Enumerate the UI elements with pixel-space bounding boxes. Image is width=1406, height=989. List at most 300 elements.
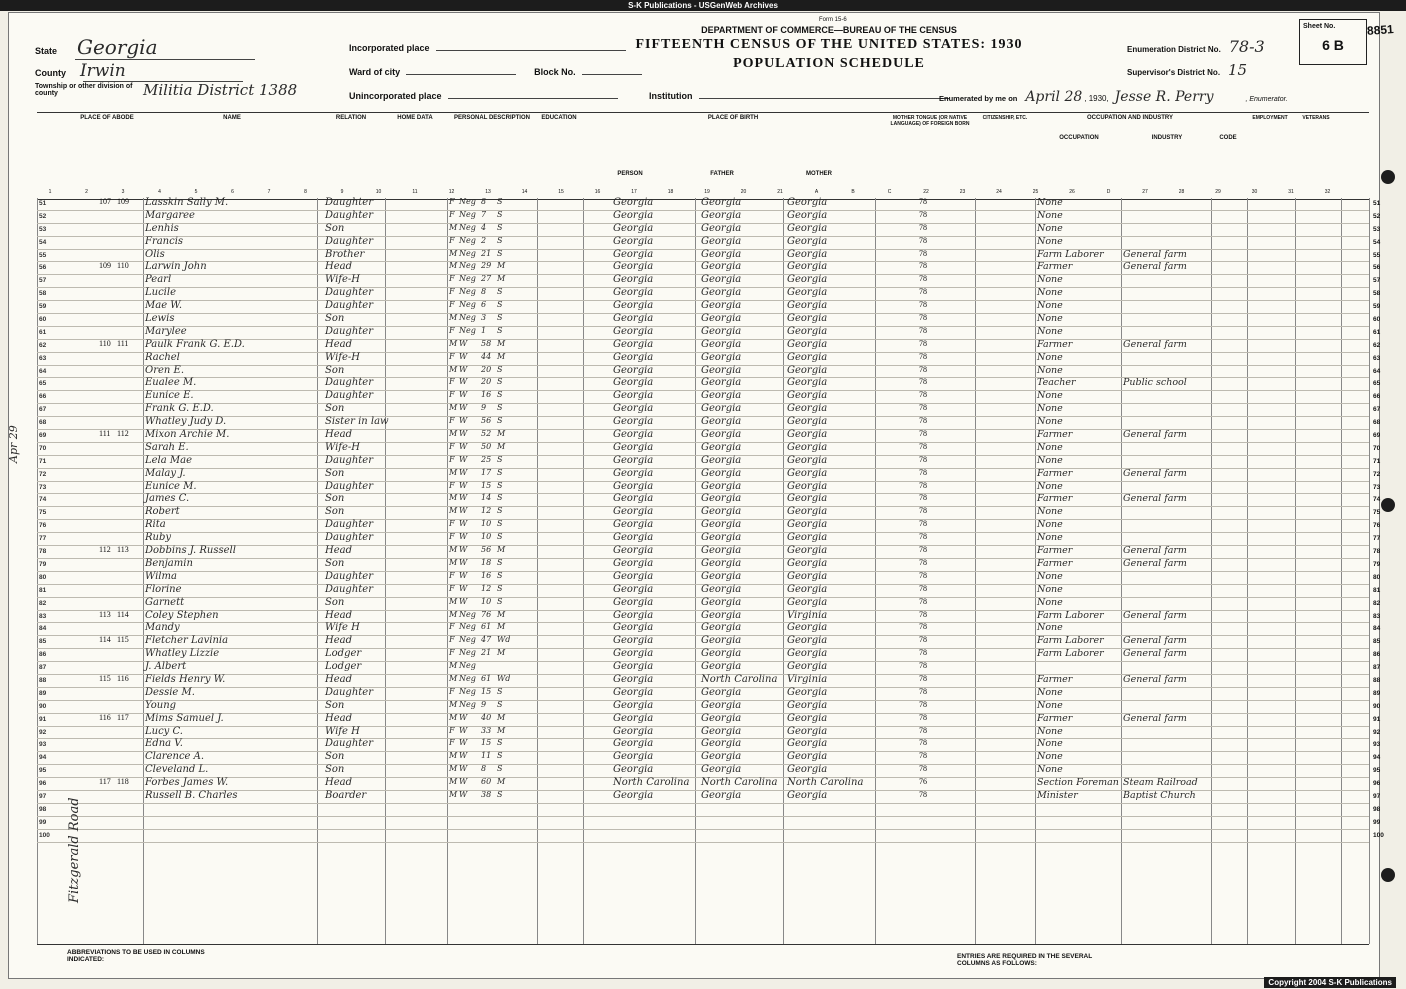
birthplace-father: Georgia [701, 209, 742, 221]
birthplace-mother: North Carolina [787, 777, 864, 789]
birthplace-person: Georgia [613, 789, 654, 801]
sex: M [449, 789, 458, 799]
race: W [459, 777, 468, 787]
birthplace-father: Georgia [701, 416, 742, 428]
race: W [459, 377, 468, 387]
birthplace-code: 78 [919, 648, 927, 658]
marital-status: M [497, 712, 506, 722]
line-number-right: 83 [1373, 612, 1381, 620]
column-number: B [851, 189, 855, 195]
column-number: 16 [594, 189, 601, 195]
person-name: Paulk Frank G. E.D. [145, 338, 245, 350]
occupation: Farm Laborer [1037, 635, 1104, 647]
line-number-right: 68 [1373, 419, 1381, 427]
person-name: Lenhis [145, 222, 179, 234]
birthplace-code: 78 [919, 287, 927, 297]
race: Neg [459, 661, 476, 671]
birthplace-code: 78 [919, 519, 927, 529]
occupation: None [1037, 480, 1063, 492]
race: Neg [459, 673, 476, 683]
marital-status: S [497, 764, 503, 774]
occupation: Farmer [1037, 712, 1073, 724]
relation: Daughter [325, 197, 373, 208]
column-number: 12 [448, 189, 455, 195]
relation: Daughter [325, 519, 373, 531]
race: W [459, 416, 468, 426]
relation: Head [325, 673, 353, 685]
industry: General farm [1123, 712, 1187, 724]
marital-status: M [497, 648, 506, 658]
line-number-right: 90 [1373, 702, 1381, 710]
line-number: 58 [39, 290, 47, 298]
birthplace-code: 78 [919, 686, 927, 696]
industry: General farm [1123, 338, 1187, 350]
occupation: None [1037, 570, 1063, 582]
race: W [459, 467, 468, 477]
birthplace-father: Georgia [701, 545, 742, 557]
birthplace-father: Georgia [701, 197, 742, 208]
person-name: Malay J. [145, 467, 186, 479]
occupation: Teacher [1037, 377, 1076, 389]
relation: Sister in law [325, 416, 389, 428]
birthplace-person: Georgia [613, 648, 654, 660]
birthplace-mother: Georgia [787, 364, 828, 376]
occupation: None [1037, 738, 1063, 750]
sex: M [449, 661, 458, 671]
group-name: NAME [223, 115, 241, 121]
birthplace-code: 78 [919, 622, 927, 632]
birthplace-code: 78 [919, 699, 927, 709]
race: Neg [459, 274, 476, 284]
dwelling-number: 116 [99, 712, 111, 722]
line-number: 56 [39, 264, 47, 272]
birthplace-code: 78 [919, 351, 927, 361]
occupation: Farmer [1037, 338, 1073, 350]
sub-father: FATHER [710, 171, 734, 177]
dwelling-number: 114 [99, 635, 111, 645]
relation: Daughter [325, 686, 373, 698]
line-number: 84 [39, 625, 47, 633]
line-number: 54 [39, 238, 47, 246]
sex: M [449, 699, 458, 709]
line-number-right: 87 [1373, 664, 1381, 672]
race: W [459, 390, 468, 400]
relation: Daughter [325, 300, 373, 312]
column-number: 18 [667, 189, 674, 195]
race: W [459, 557, 468, 567]
age: 29 [481, 261, 492, 271]
birthplace-person: Georgia [613, 416, 654, 428]
race: W [459, 506, 468, 516]
birthplace-person: Georgia [613, 235, 654, 247]
occupation: None [1037, 209, 1063, 221]
birthplace-father: Georgia [701, 661, 742, 673]
line-number-right: 88 [1373, 676, 1381, 684]
birthplace-mother: Georgia [787, 235, 828, 247]
birthplace-mother: Georgia [787, 351, 828, 363]
dwelling-number: 113 [99, 609, 111, 619]
line-number-right: 98 [1373, 805, 1381, 813]
birthplace-code: 78 [919, 209, 927, 219]
sub-mother: MOTHER [806, 171, 832, 177]
line-number-right: 64 [1373, 367, 1381, 375]
occupation: Farmer [1037, 467, 1073, 479]
birthplace-mother: Georgia [787, 325, 828, 337]
sex: F [449, 686, 455, 696]
birthplace-mother: Georgia [787, 209, 828, 221]
line-number: 61 [39, 328, 47, 336]
birthplace-mother: Georgia [787, 622, 828, 634]
birthplace-mother: Georgia [787, 222, 828, 234]
line-number: 96 [39, 780, 47, 788]
person-name: Mae W. [145, 300, 183, 312]
person-name: Mandy [145, 622, 180, 634]
column-number: A [814, 189, 819, 195]
marital-status: Wd [497, 673, 511, 683]
birthplace-person: Georgia [613, 609, 654, 621]
birthplace-code: 78 [919, 557, 927, 567]
line-number-right: 51 [1373, 200, 1381, 207]
relation: Daughter [325, 583, 373, 595]
birthplace-mother: Georgia [787, 635, 828, 647]
sex: F [449, 454, 455, 464]
form-footer [37, 944, 1369, 977]
line-number: 52 [39, 212, 47, 220]
birthplace-mother: Georgia [787, 545, 828, 557]
person-name: Sarah E. [145, 441, 189, 453]
person-name: Lucile [145, 287, 176, 299]
line-number: 65 [39, 380, 47, 388]
birthplace-code: 78 [919, 673, 927, 683]
birthplace-mother: Georgia [787, 390, 828, 402]
line-number-right: 94 [1373, 754, 1381, 762]
family-number: 110 [117, 261, 129, 271]
birthplace-mother: Georgia [787, 686, 828, 698]
column-number: 27 [1142, 189, 1148, 195]
race: W [459, 532, 468, 542]
township-line [35, 83, 335, 97]
line-number: 81 [39, 586, 47, 594]
line-number-right: 59 [1373, 303, 1381, 311]
birthplace-father: Georgia [701, 441, 742, 453]
line-number: 91 [39, 715, 47, 723]
birthplace-code: 78 [919, 609, 927, 619]
line-number: 92 [39, 728, 47, 736]
birthplace-person: Georgia [613, 557, 654, 569]
relation: Lodger [325, 661, 362, 673]
race: Neg [459, 222, 476, 232]
race: W [459, 712, 468, 722]
relation: Son [325, 313, 345, 325]
age: 56 [481, 545, 492, 555]
age: 6 [481, 300, 487, 310]
person-name: Cleveland L. [145, 764, 209, 776]
age: 8 [481, 197, 487, 206]
column-number: 11 [412, 189, 418, 195]
sex: M [449, 313, 458, 323]
birthplace-code: 78 [919, 325, 927, 335]
line-number: 98 [39, 805, 47, 813]
occupation: None [1037, 274, 1063, 286]
birthplace-father: Georgia [701, 338, 742, 350]
line-number: 82 [39, 599, 47, 607]
sheet-number-box: Sheet No. 6 B [1299, 19, 1367, 65]
occupation: None [1037, 403, 1063, 415]
birthplace-code: 78 [919, 390, 927, 400]
birthplace-code: 78 [919, 222, 927, 232]
birthplace-person: Georgia [613, 570, 654, 582]
birthplace-code: 78 [919, 261, 927, 271]
marital-status: S [497, 570, 503, 580]
occupation: None [1037, 364, 1063, 376]
stamp-number: 8851 [1366, 22, 1395, 38]
birthplace-person: Georgia [613, 738, 654, 750]
age: 27 [481, 274, 492, 284]
birthplace-father: Georgia [701, 789, 742, 801]
line-number: 60 [39, 316, 47, 324]
race: Neg [459, 686, 476, 696]
marital-status: S [497, 532, 503, 542]
sex: F [449, 532, 455, 542]
line-number-right: 93 [1373, 741, 1381, 749]
industry: Baptist Church [1123, 789, 1196, 801]
column-number: 8 [304, 189, 307, 195]
birthplace-father: Georgia [701, 712, 742, 724]
line-number-right: 84 [1373, 625, 1381, 633]
line-number: 75 [39, 509, 47, 517]
sub-industry: INDUSTRY [1151, 135, 1183, 141]
sex: F [449, 300, 455, 310]
person-name: Larwin John [145, 261, 207, 273]
line-number: 69 [39, 432, 47, 440]
birthplace-person: North Carolina [613, 777, 690, 789]
birthplace-person: Georgia [613, 454, 654, 466]
line-number-right: 91 [1373, 715, 1381, 723]
birthplace-person: Georgia [613, 686, 654, 698]
line-number-right: 54 [1373, 238, 1381, 246]
relation: Daughter [325, 454, 373, 466]
birthplace-father: Georgia [701, 751, 742, 763]
industry: General farm [1123, 648, 1187, 660]
birthplace-mother: Georgia [787, 751, 828, 763]
person-name: Lucy C. [145, 725, 183, 737]
age: 38 [481, 789, 492, 799]
birthplace-father: North Carolina [701, 673, 778, 685]
line-number: 62 [39, 341, 47, 349]
enumerated-date: April 28 [1025, 89, 1083, 105]
race: Neg [459, 609, 476, 619]
line-number-right: 65 [1373, 380, 1381, 388]
sex: M [449, 545, 458, 555]
birthplace-father: Georgia [701, 313, 742, 325]
industry: General farm [1123, 248, 1187, 260]
line-number: 63 [39, 354, 47, 362]
sex: F [449, 648, 455, 658]
person-name: Eunice E. [145, 390, 194, 402]
birthplace-father: Georgia [701, 635, 742, 647]
birthplace-father: Georgia [701, 738, 742, 750]
column-number: 1 [48, 189, 52, 195]
occupation: None [1037, 583, 1063, 595]
occupation: Farmer [1037, 261, 1073, 273]
marital-status: S [497, 583, 503, 593]
marital-status: S [497, 377, 503, 387]
line-number-right: 56 [1373, 264, 1381, 272]
copyright-notice: Copyright 2004 S-K Publications [1264, 977, 1396, 988]
relation: Wife H [325, 622, 360, 634]
line-number-right: 62 [1373, 341, 1381, 349]
person-name: Frank G. E.D. [145, 403, 214, 415]
birthplace-person: Georgia [613, 313, 654, 325]
line-number-right: 61 [1373, 328, 1381, 336]
relation: Daughter [325, 570, 373, 582]
relation: Son [325, 557, 345, 569]
state-line [35, 35, 158, 59]
relation: Daughter [325, 209, 373, 221]
birthplace-code: 78 [919, 480, 927, 490]
race: W [459, 429, 468, 439]
sub-occupation: OCCUPATION [1059, 135, 1099, 141]
line-number: 90 [39, 702, 47, 710]
birthplace-mother: Georgia [787, 287, 828, 299]
occupation: Farmer [1037, 493, 1073, 505]
age: 3 [481, 313, 487, 323]
birthplace-mother: Georgia [787, 789, 828, 801]
race: Neg [459, 325, 476, 335]
race: W [459, 789, 468, 799]
family-number: 109 [117, 197, 129, 206]
line-number-right: 78 [1373, 548, 1381, 556]
race: Neg [459, 287, 476, 297]
line-number-right: 66 [1373, 393, 1381, 401]
dwelling-number: 109 [99, 261, 111, 271]
person-name: Mixon Archie M. [145, 429, 230, 441]
line-number-right: 52 [1373, 212, 1381, 220]
race: W [459, 570, 468, 580]
birthplace-person: Georgia [613, 197, 654, 208]
relation: Daughter [325, 325, 373, 337]
birthplace-code: 78 [919, 764, 927, 774]
race: W [459, 519, 468, 529]
line-number-right: 74 [1373, 496, 1381, 504]
dwelling-number: 110 [99, 338, 111, 348]
person-name: Coley Stephen [145, 609, 219, 621]
birthplace-father: Georgia [701, 480, 742, 492]
birthplace-code: 78 [919, 725, 927, 735]
column-number: 2 [85, 189, 88, 195]
birthplace-father: Georgia [701, 248, 742, 260]
line-number-right: 72 [1373, 470, 1381, 478]
birthplace-person: Georgia [613, 622, 654, 634]
birthplace-mother: Georgia [787, 661, 828, 673]
sup-line: Supervisor's District No. 15 [1127, 61, 1248, 79]
marital-status: M [497, 338, 506, 348]
age: 20 [481, 364, 492, 374]
race: Neg [459, 313, 476, 323]
birthplace-code: 78 [919, 235, 927, 245]
occupation: None [1037, 506, 1063, 518]
marital-status: Wd [497, 635, 511, 645]
age: 15 [481, 738, 492, 748]
sex: M [449, 777, 458, 787]
relation: Daughter [325, 532, 373, 544]
birthplace-person: Georgia [613, 635, 654, 647]
column-number: 17 [631, 189, 637, 195]
age: 56 [481, 416, 492, 426]
line-number: 94 [39, 754, 47, 762]
relation: Son [325, 467, 345, 479]
group-tongue: MOTHER TONGUE (OR NATIVE LANGUAGE) OF FOREIGN BORN [890, 115, 970, 127]
line-number-right: 75 [1373, 509, 1381, 517]
age: 9 [481, 699, 487, 709]
industry: General farm [1123, 467, 1187, 479]
birthplace-person: Georgia [613, 364, 654, 376]
county-value: Irwin [79, 61, 126, 81]
birthplace-father: North Carolina [701, 777, 778, 789]
line-number: 74 [39, 496, 47, 504]
birthplace-code: 78 [919, 493, 927, 503]
relation: Son [325, 403, 345, 415]
birthplace-father: Georgia [701, 261, 742, 273]
sex: F [449, 519, 455, 529]
line-number: 70 [39, 444, 47, 452]
birthplace-code: 78 [919, 712, 927, 722]
race: Neg [459, 300, 476, 310]
relation: Wife-H [325, 351, 361, 363]
line-number: 89 [39, 689, 47, 697]
marital-status: M [497, 609, 506, 619]
group-relation: RELATION [335, 115, 367, 121]
sex: F [449, 274, 455, 284]
age: 21 [481, 648, 492, 658]
group-personal: PERSONAL DESCRIPTION [454, 115, 530, 121]
line-number-right: 96 [1373, 780, 1381, 788]
birthplace-code: 78 [919, 454, 927, 464]
birthplace-mother: Georgia [787, 712, 828, 724]
industry: Steam Railroad [1123, 777, 1198, 789]
person-name: Eunice M. [145, 480, 197, 492]
age: 2 [481, 235, 487, 245]
occupation: Farmer [1037, 429, 1073, 441]
sex: F [449, 622, 455, 632]
marital-status: S [497, 519, 503, 529]
birthplace-person: Georgia [613, 377, 654, 389]
person-name: Fletcher Lavinia [145, 635, 229, 647]
column-number: 21 [777, 189, 783, 195]
column-number: 5 [194, 189, 198, 195]
sex: F [449, 570, 455, 580]
occupation: None [1037, 454, 1063, 466]
person-name: Garnett [145, 596, 185, 608]
person-name: Margaree [145, 209, 195, 221]
birthplace-mother: Georgia [787, 738, 828, 750]
birthplace-father: Georgia [701, 519, 742, 531]
sex: F [449, 441, 455, 451]
marital-status: M [497, 441, 506, 451]
sex: M [449, 429, 458, 439]
age: 4 [481, 222, 487, 232]
person-name: Clarence A. [145, 751, 205, 763]
birthplace-code: 78 [919, 364, 927, 374]
ward-line: Ward of city Block No. [349, 67, 642, 77]
sex: M [449, 364, 458, 374]
age: 25 [481, 454, 492, 464]
birthplace-mother: Georgia [787, 519, 828, 531]
marital-status: S [497, 313, 503, 323]
age: 44 [481, 351, 492, 361]
line-number: 72 [39, 470, 47, 478]
family-number: 113 [117, 545, 129, 555]
